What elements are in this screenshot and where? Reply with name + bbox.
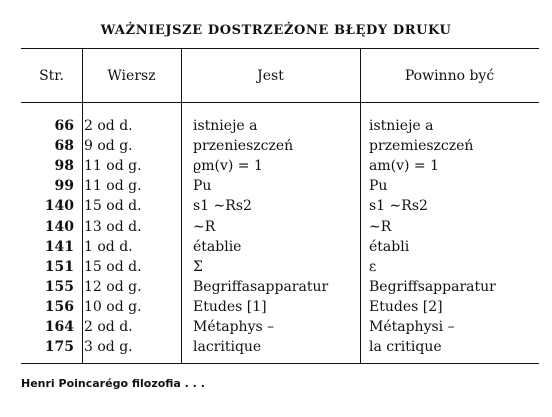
row-correction: la critique (369, 339, 442, 355)
row-page: 66 (54, 118, 74, 134)
row-correction: przemieszczeń (369, 138, 474, 154)
row-printed: Pu (193, 178, 212, 194)
row-page: 140 (44, 198, 74, 214)
row-page: 140 (44, 219, 74, 235)
row-printed: Métaphys – (193, 319, 275, 335)
row-correction: am(v) = 1 (369, 158, 439, 174)
row-printed: établie (193, 239, 242, 255)
row-line: 2 od d. (84, 118, 133, 134)
row-line: 12 od g. (84, 279, 142, 295)
row-page: 141 (44, 239, 74, 255)
row-line: 1 od d. (84, 239, 133, 255)
row-correction: istnieje a (369, 118, 434, 134)
column-divider-1 (82, 48, 83, 363)
row-line: 15 od d. (84, 198, 142, 214)
row-line: 10 od g. (84, 299, 142, 315)
row-printed: Σ (193, 259, 203, 275)
row-correction: ∼R (369, 219, 392, 235)
row-correction: s1 ∼Rs2 (369, 198, 428, 214)
header-bottom-rule (21, 102, 539, 103)
row-printed: Etudes [1] (193, 299, 267, 315)
row-correction: Métaphysi – (369, 319, 455, 335)
page-title: WAŻNIEJSZE DOSTRZEŻONE BŁĘDY DRUKU (100, 23, 452, 38)
header-line: Wiersz (107, 68, 156, 84)
row-page: 164 (44, 319, 74, 335)
row-printed: s1 ∼Rs2 (193, 198, 252, 214)
table-bottom-rule (21, 363, 539, 364)
row-page: 151 (44, 259, 74, 275)
row-correction: Begriffsapparatur (369, 279, 496, 295)
row-correction: établi (369, 239, 410, 255)
row-printed: przenieszczeń (193, 138, 294, 154)
row-page: 68 (54, 138, 74, 154)
row-page: 98 (54, 158, 74, 174)
row-page: 99 (54, 178, 74, 194)
row-correction: ε (369, 259, 377, 275)
row-printed: istnieje a (193, 118, 258, 134)
row-printed: ϱm(v) = 1 (193, 158, 263, 174)
footer-note: Henri Poincarégo filozofia . . . (21, 377, 205, 390)
row-page: 175 (44, 339, 74, 355)
row-line: 11 od g. (84, 158, 142, 174)
row-page: 155 (44, 279, 74, 295)
column-divider-3 (360, 48, 361, 363)
row-printed: ∼R (193, 219, 216, 235)
row-correction: Etudes [2] (369, 299, 443, 315)
row-line: 2 od d. (84, 319, 133, 335)
row-printed: Begriffasapparatur (193, 279, 329, 295)
header-page: Str. (39, 68, 64, 84)
row-line: 3 od g. (84, 339, 133, 355)
row-line: 13 od d. (84, 219, 142, 235)
header-is: Jest (257, 68, 284, 84)
row-line: 9 od g. (84, 138, 133, 154)
table-top-rule (21, 48, 539, 49)
row-printed: lacritique (193, 339, 262, 355)
row-line: 11 od g. (84, 178, 142, 194)
column-divider-2 (181, 48, 182, 363)
row-correction: Pu (369, 178, 388, 194)
row-line: 15 od d. (84, 259, 142, 275)
row-page: 156 (44, 299, 74, 315)
header-should: Powinno być (404, 68, 495, 84)
